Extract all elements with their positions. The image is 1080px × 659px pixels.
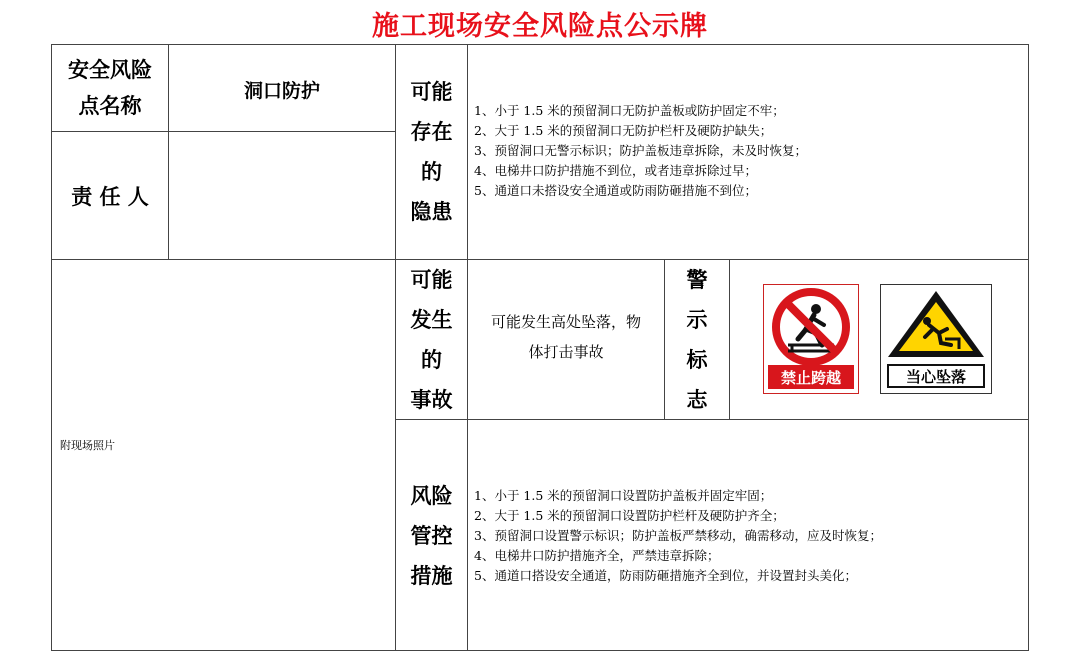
risk-point-label-line1: 安全风险: [68, 58, 152, 82]
page-title: 施工现场安全风险点公示牌: [372, 11, 708, 42]
list-item: 4、电梯井口防护措施不到位，或者违章拆除过早；: [474, 163, 757, 178]
list-item: 2、大于 1.5 米的预留洞口无防护栏杆及硬防护缺失；: [474, 123, 773, 138]
controls-list: [474, 486, 1024, 586]
risk-point-label-line2: 点名称: [78, 94, 142, 118]
list-item: 1、小于 1.5 米的预留洞口设置防护盖板并固定牢固；: [474, 488, 773, 503]
controls-header: 风险 管控 措施: [410, 484, 453, 588]
hazards-list: [474, 101, 1024, 201]
accidents-text: 可能发生高处坠落，物 体打击事故: [490, 313, 641, 361]
list-item: 1、小于 1.5 米的预留洞口无防护盖板或防护固定不牢；: [474, 103, 785, 118]
accidents-header: 可能 发生 的 事故: [410, 268, 453, 412]
responsible-value: [169, 132, 395, 259]
photo-label: 附现场照片: [60, 439, 115, 452]
risk-point-label: [52, 45, 168, 131]
risk-point-value: 洞口防护: [243, 80, 320, 102]
photo-area: [52, 260, 395, 650]
warning-header: 警 示 标 志: [686, 268, 708, 412]
list-item: 4、电梯井口防护措施齐全，严禁违章拆除；: [474, 548, 720, 563]
hazards-header: 可能 存在 的 隐患: [410, 80, 453, 224]
falling-warning-icon: [881, 287, 991, 363]
list-item: 5、通道口搭设安全通道，防雨防砸措施齐全到位，并设置封头美化；: [474, 568, 857, 583]
no-crossing-icon: [764, 287, 858, 367]
falling-warning-sign: [880, 284, 992, 394]
list-item: 5、通道口未搭设安全通道或防雨防砸措施不到位；: [474, 183, 757, 198]
no-crossing-sign: [763, 284, 859, 394]
list-item: 3、预留洞口设置警示标识；防护盖板严禁移动，确需移动，应及时恢复；: [474, 528, 882, 543]
list-item: 2、大于 1.5 米的预留洞口设置防护栏杆及硬防护齐全；: [474, 508, 785, 523]
no-crossing-label: 禁止跨越: [768, 365, 854, 389]
responsible-label: 责 任 人: [71, 184, 149, 209]
falling-warning-label: 当心坠落: [887, 364, 985, 388]
list-item: 3、预留洞口无警示标识；防护盖板违章拆除，未及时恢复；: [474, 143, 807, 158]
